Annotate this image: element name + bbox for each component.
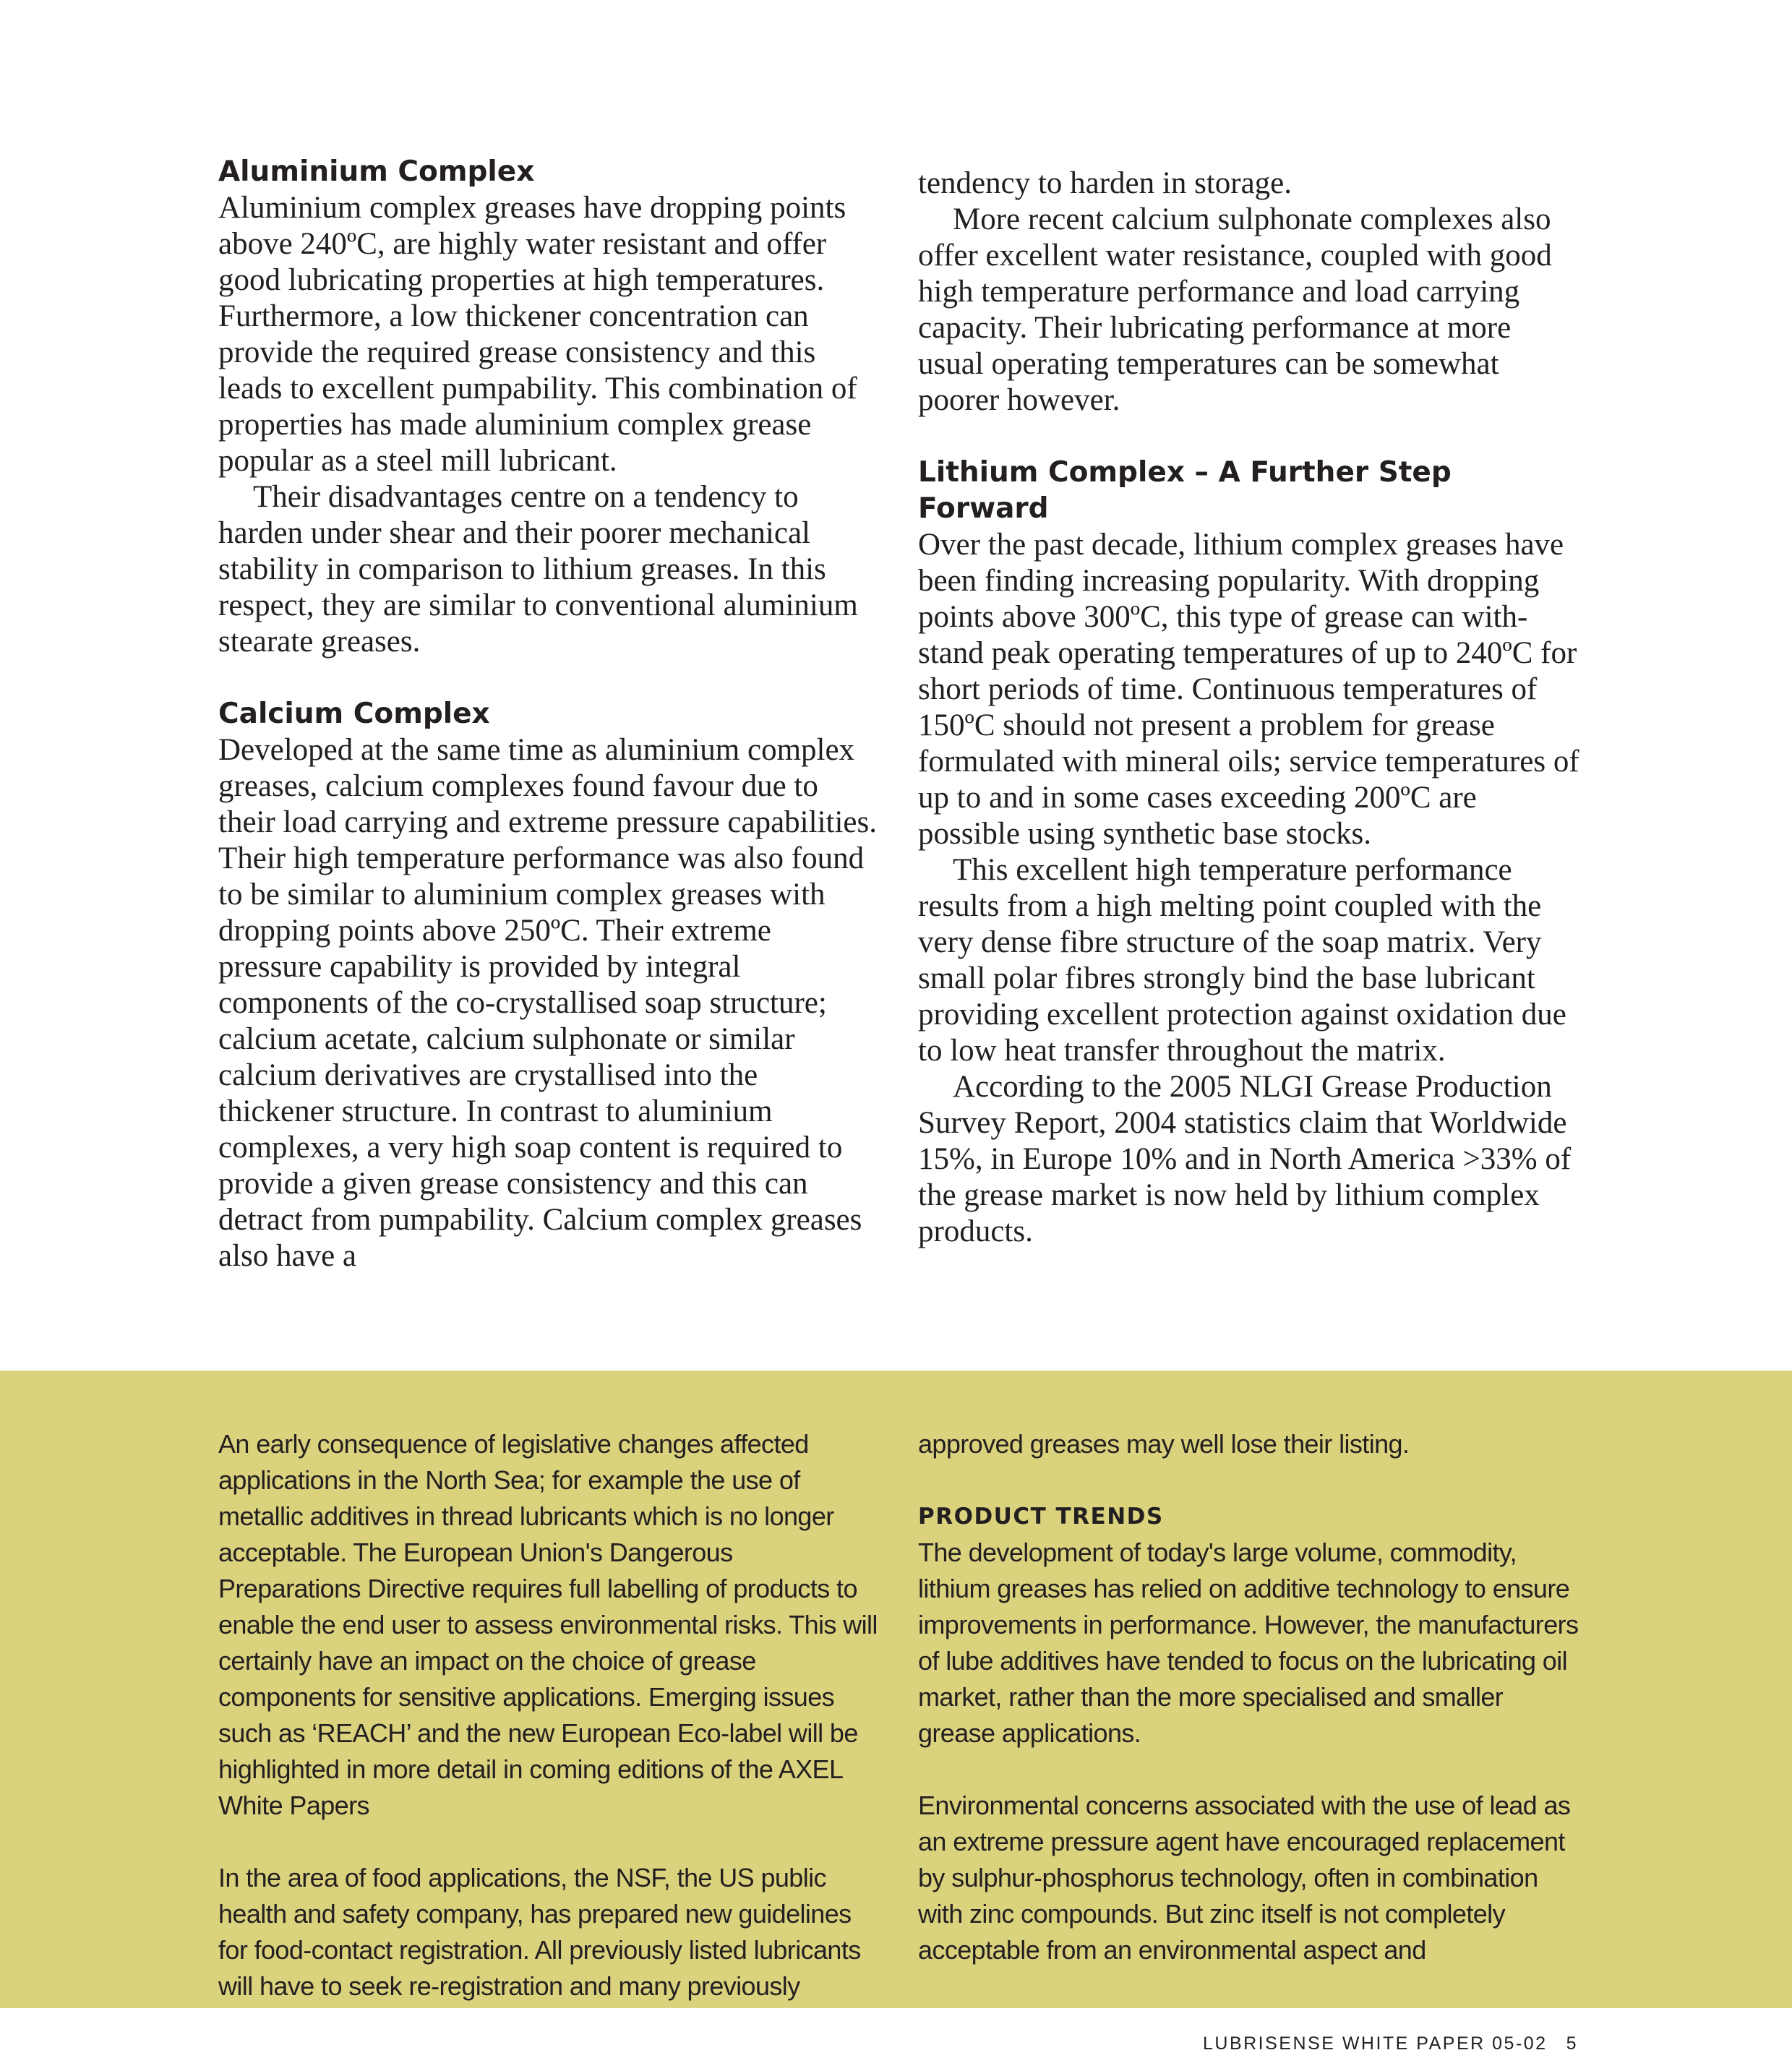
band-paragraph-trends-2: Environmental concerns associated with the use of lead as an extreme pressure agent have encouraged replacement by sulphur-phosphorus technology, often in combination with zinc compounds. But zinc itself is not completely acceptable from an environmental aspect and [918,1791,1571,1965]
article-column-left [218,154,880,1274]
heading-lithium-complex: Lithium Complex – A Further Step Forward [918,456,1452,525]
heading-aluminium-complex: Aluminium Complex [218,155,535,188]
band-paragraph-legislation: An early consequence of legislative changes affected applications in the North Sea; for example the use of metallic additives in thread lubricants which is no longer acceptable. The European Union's Dangerous Preparations Directive requires full labelling of products to enable the end user to assess environmental risks. This will certainly have an impact on the choice of grease components for sensitive applications. Emerging issues such as ‘REACH’ and the new European Eco-label will be highlighted in more detail in coming editions of the AXEL White Papers [218,1429,878,1820]
article-column-right [918,166,1579,1250]
band-paragraph-continued: approved greases may well lose their listing. [918,1429,1410,1459]
page-number: 5 [1566,2033,1578,2054]
paragraph-calcium-continued: tendency to harden in storage. [918,166,1292,200]
paragraph-calcium-1: Developed at the same time as aluminium complex greases, calcium complexes found favour due to their load carrying and extreme pressure capabilities. Their high temperature performance was also found to be similar to aluminium complex greases with dropping points above 250ºC. Their extreme pressure capability is provided by integral components of the co-crystallised soap structure; calcium acetate, calcium sulphonate or similar calcium derivatives are crystallised into the thickener structure. In contrast to aluminium complexes, a very high soap content is required to provide a given grease consistency and this can detract from pumpability. Calcium complex greases also have a [218,733,877,1273]
paragraph-calcium-2: More recent calcium sulphonate complexes also offer excellent water resistance, coupled with good high temperature performance and load carrying capacity. Their lubricating performance at more usual operating temperatures can be somewhat poorer however. [918,202,1552,417]
band-column-left [218,1426,880,2004]
paragraph-lithium-1: Over the past decade, lithium complex greases have been finding increasing popularity. With dropping points above 300ºC, this type of grease can with-stand peak operating temperatures of up to 240ºC for short periods of time. Continuous temperatures of 150ºC should not present a problem for grease formulated with mineral oils; service temperatures of up to and in some cases exceeding 200ºC are possible using synthetic base stocks. [918,528,1579,851]
heading-calcium-complex: Calcium Complex [218,698,490,730]
band-paragraph-trends-1: The development of today's large volume, commodity, lithium greases has relied on additive technology to ensure improvements in performance. However, the manufacturers of lube additives have tended to focus on the lubricating oil market, rather than the more specialised and smaller grease applications. [918,1538,1579,1748]
footer-publication: LUBRISENSE WHITE PAPER 05-02 [1202,2033,1548,2054]
page-footer [1203,2033,1578,2054]
band-column-right [918,1426,1579,1968]
paragraph-lithium-3: According to the 2005 NLGI Grease Production Survey Report, 2004 statistics claim that Worldwide 15%, in Europe 10% and in North America >33% of the grease market is now held by lithium complex products. [918,1070,1572,1248]
paragraph-aluminium-1: Aluminium complex greases have dropping points above 240ºC, are highly water resistant and offer good lubricating properties at high temperatures. Furthermore, a low thickener concentration can provide the required grease consistency and this leads to excellent pumpability. This combination of properties has made aluminium complex grease popular as a steel mill lubricant. [218,191,857,478]
paragraph-aluminium-2: Their disadvantages centre on a tendency to harden under shear and their poorer mechanical stability in comparison to lithium greases. In this respect, they are similar to conventional aluminium stearate greases. [218,480,858,659]
heading-product-trends: PRODUCT TRENDS [918,1504,1164,1530]
paragraph-lithium-2: This excellent high temperature performance results from a high melting point coupled with the very dense fibre structure of the soap matrix. Very small polar fibres strongly bind the base lubricant providing excellent protection against oxidation due to low heat transfer throughout the matrix. [918,853,1566,1068]
band-paragraph-food: In the area of food applications, the NSF, the US public health and safety company, has prepared new guidelines for food-contact registration. All previously listed lubricants will have to seek re-registration and many previously [218,1863,861,2001]
